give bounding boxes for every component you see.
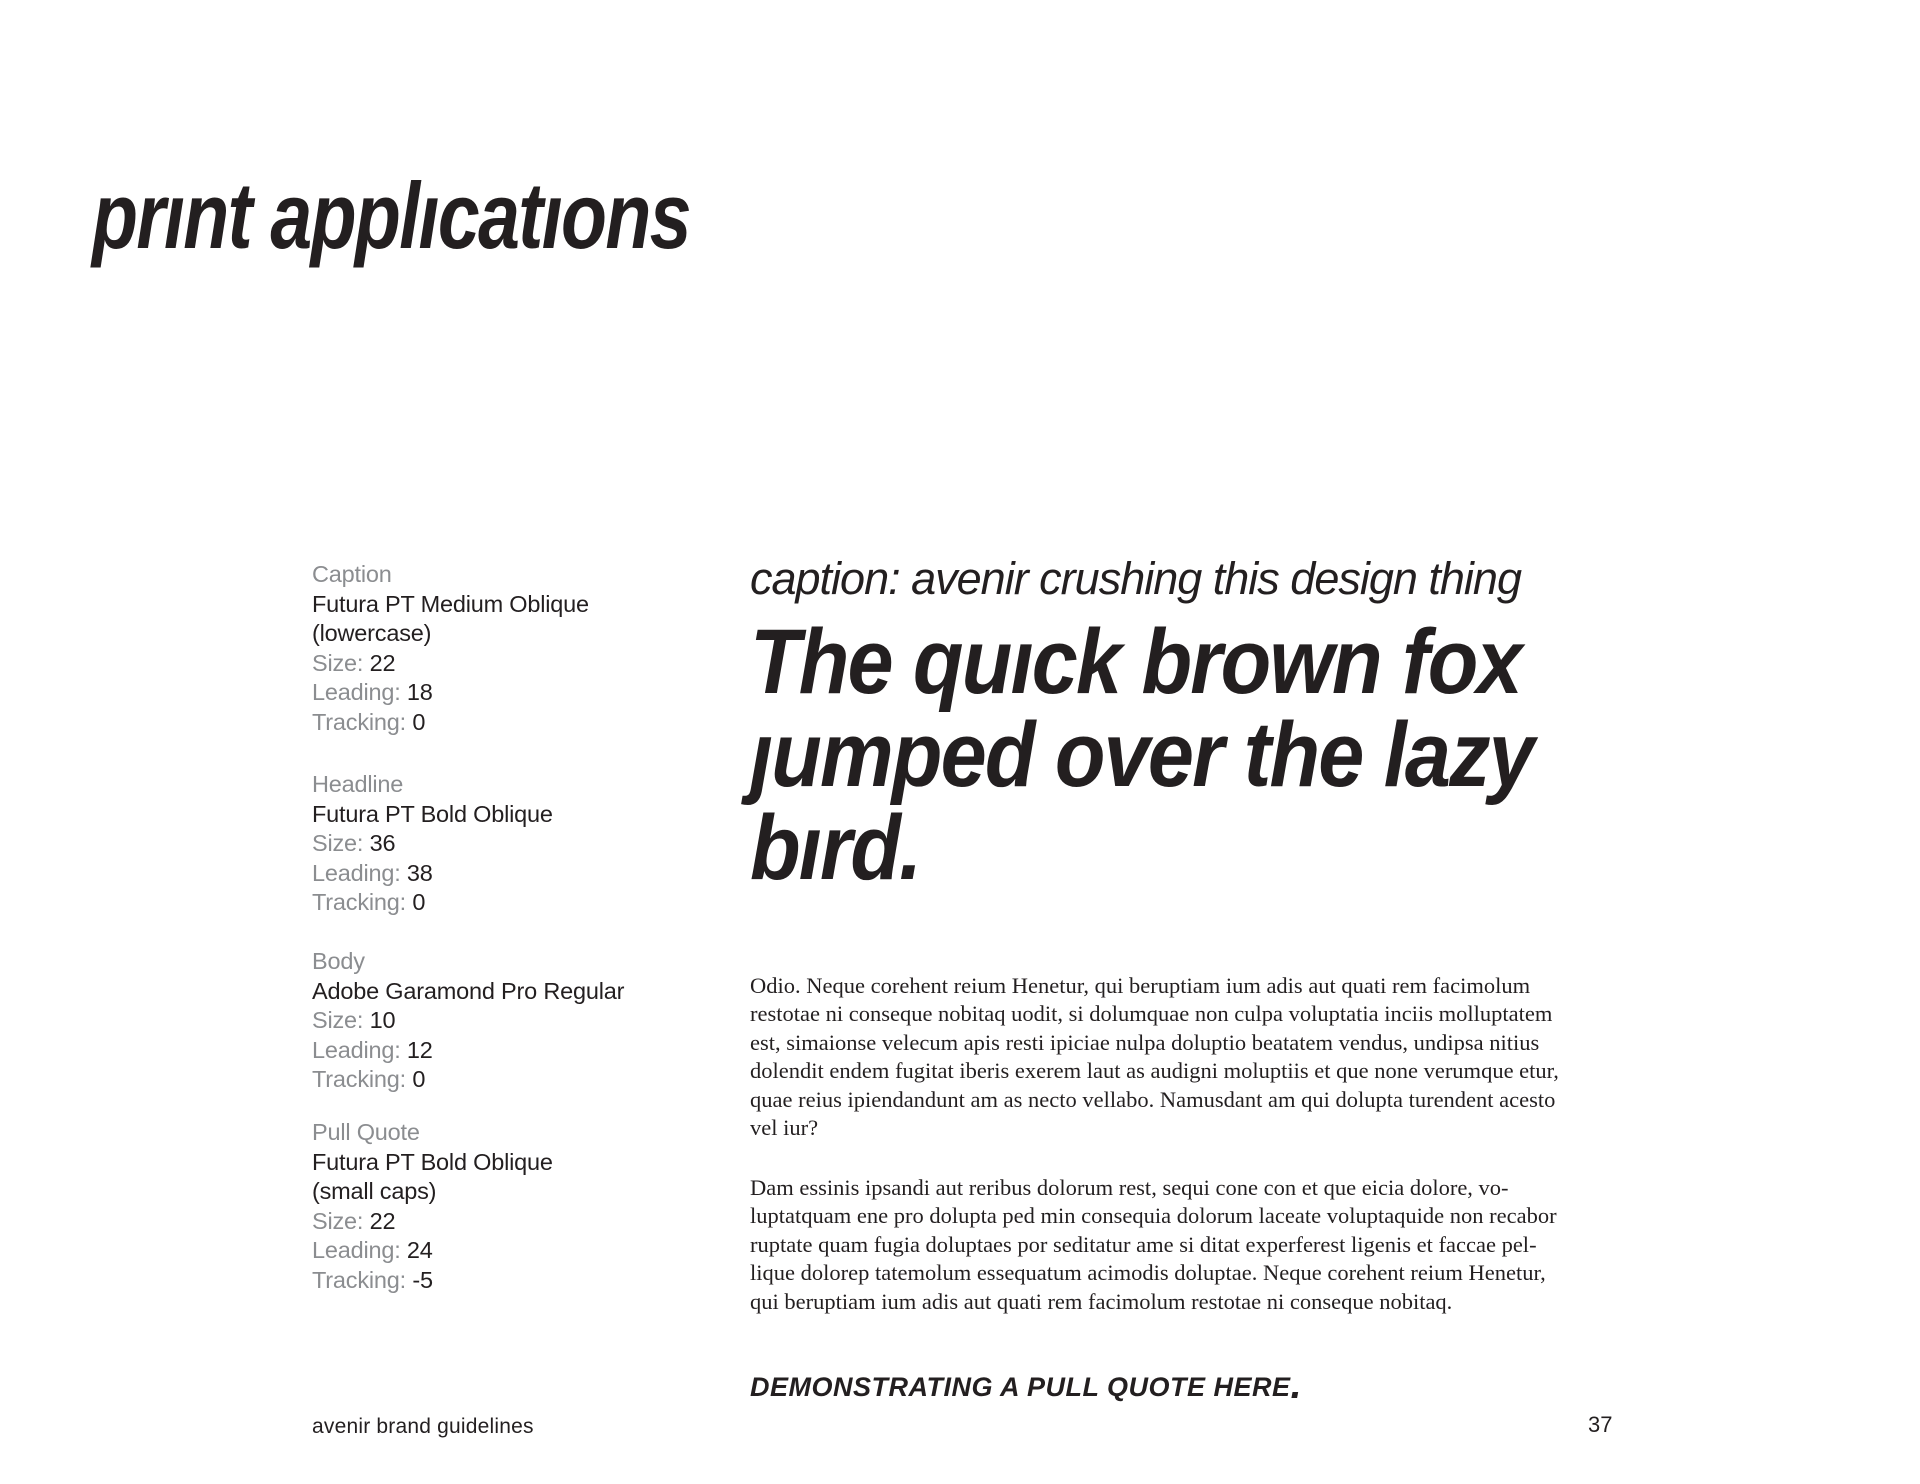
spec-tracking-row [312,1065,642,1095]
spec-size-value: 22 [369,649,396,676]
body-text-line: lique dolorep tatemolum essequatum acimodis doluptae. Neque corehent reium Henetur, [750,1260,1546,1286]
spec-leading-label: Leading: [312,859,401,886]
spec-size-label: Size: [312,830,364,856]
body-text-line: restotae ni conseque nobitaq uodit, si dolumquae non culpa voluptatia inciis molluptatem [750,1001,1553,1027]
spec-block-caption [312,560,642,737]
spec-label: Body [312,948,365,974]
spec-font-variant: (lowercase) [312,620,432,646]
body-text-line: Dam essinis ipsandi aut reribus dolorum rest, sequi cone con et que eicia dolore, vo- [750,1175,1509,1200]
spec-font-name: Adobe Garamond Pro Regular [312,977,625,1004]
body-paragraph-2 [750,1174,1557,1316]
spec-tracking-value: 0 [412,708,426,735]
spec-size-value: 22 [369,1207,396,1234]
body-text-line: qui beruptiam ium adis aut quati rem facimolum restotae ni conseque nobitaq. [750,1288,1453,1314]
page-title: prınt applıcatıons [92,163,690,268]
pull-quote-period: . [1290,1363,1303,1407]
spec-size-label: Size: [312,1007,364,1033]
spec-font-name: Futura PT Medium Oblique [312,590,589,617]
spec-leading-label: Leading: [312,1036,401,1063]
caption-specimen: caption: avenir crushing this design thing [750,553,1521,604]
spec-leading-row [312,1036,642,1066]
spec-label: Headline [312,771,404,797]
spec-font-variant: (small caps) [312,1178,437,1204]
pull-quote-specimen [750,1363,1303,1407]
headline-line: ȷumped over the lazy [750,704,1534,806]
body-text-line: luptatquam ene pro dolupta ped min consequia dolorum laceate voluptaquide non recabor [750,1203,1557,1229]
spec-size-value: 36 [369,830,396,856]
spec-leading-value: 12 [406,1036,433,1063]
spec-leading-value: 18 [406,679,433,705]
spec-tracking-row [312,888,642,918]
spec-font-name: Futura PT Bold Oblique [312,1148,553,1175]
spec-block-pull-quote [312,1118,642,1295]
spec-leading-row [312,678,642,708]
spec-tracking-value: 0 [412,889,426,915]
headline-specimen [750,611,1534,899]
spec-label: Pull Quote [312,1119,420,1145]
headline-line: bırd. [750,797,921,899]
spec-leading-label: Leading: [312,1237,401,1263]
spec-tracking-label: Tracking: [312,708,406,735]
spec-tracking-label: Tracking: [312,889,406,915]
spec-leading-value: 38 [406,859,433,886]
spec-block-headline [312,770,642,918]
spec-font-name: Futura PT Bold Oblique [312,800,553,827]
body-text-line: dolendit endem fugitat iberis exerem laut as audigni moluptiis et que none verumque etur, [750,1058,1559,1084]
body-text-line: vel iur? [750,1115,819,1141]
spec-leading-label: Leading: [312,679,401,705]
spec-block-body [312,947,642,1095]
spec-size-row [312,829,642,859]
spec-label: Caption [312,561,392,587]
spec-size-row [312,1207,642,1237]
body-text-line: ruptate quam fugia doluptaes por seditatur ame si ditat experferest ligenis et faccae pel- [750,1231,1537,1257]
body-text-line: Odio. Neque corehent reium Henetur, qui beruptiam ium adis aut quati rem facimolum [750,973,1531,998]
spec-leading-row [312,859,642,889]
spec-tracking-row [312,1266,642,1296]
spec-size-row [312,649,642,679]
body-text-line: est, simaionse velecum apis resti ipiciae nulpa doluptio beatatem vendus, undipsa nitius [750,1029,1540,1055]
spec-size-label: Size: [312,1207,364,1234]
spec-tracking-label: Tracking: [312,1266,406,1293]
footer-document-title: avenir brand guidelines [312,1415,534,1438]
body-paragraph-1 [750,972,1559,1142]
spec-size-value: 10 [369,1007,396,1033]
spec-tracking-label: Tracking: [312,1066,406,1092]
spec-leading-row [312,1236,642,1266]
pull-quote-text: DEMONSTRATING A PULL QUOTE HERE [750,1372,1291,1402]
spec-tracking-value: -5 [412,1266,433,1293]
spec-size-row [312,1006,642,1036]
body-text-line: quae reius ipiendandunt am as necto vellabo. Namusdant am qui dolupta turendent acesto [750,1086,1556,1112]
spec-leading-value: 24 [406,1237,433,1263]
spec-tracking-value: 0 [412,1066,426,1092]
headline-line: The quıck brown fox [750,611,1521,713]
footer-page-number: 37 [1588,1412,1613,1437]
spec-size-label: Size: [312,649,364,676]
spec-tracking-row [312,708,642,738]
